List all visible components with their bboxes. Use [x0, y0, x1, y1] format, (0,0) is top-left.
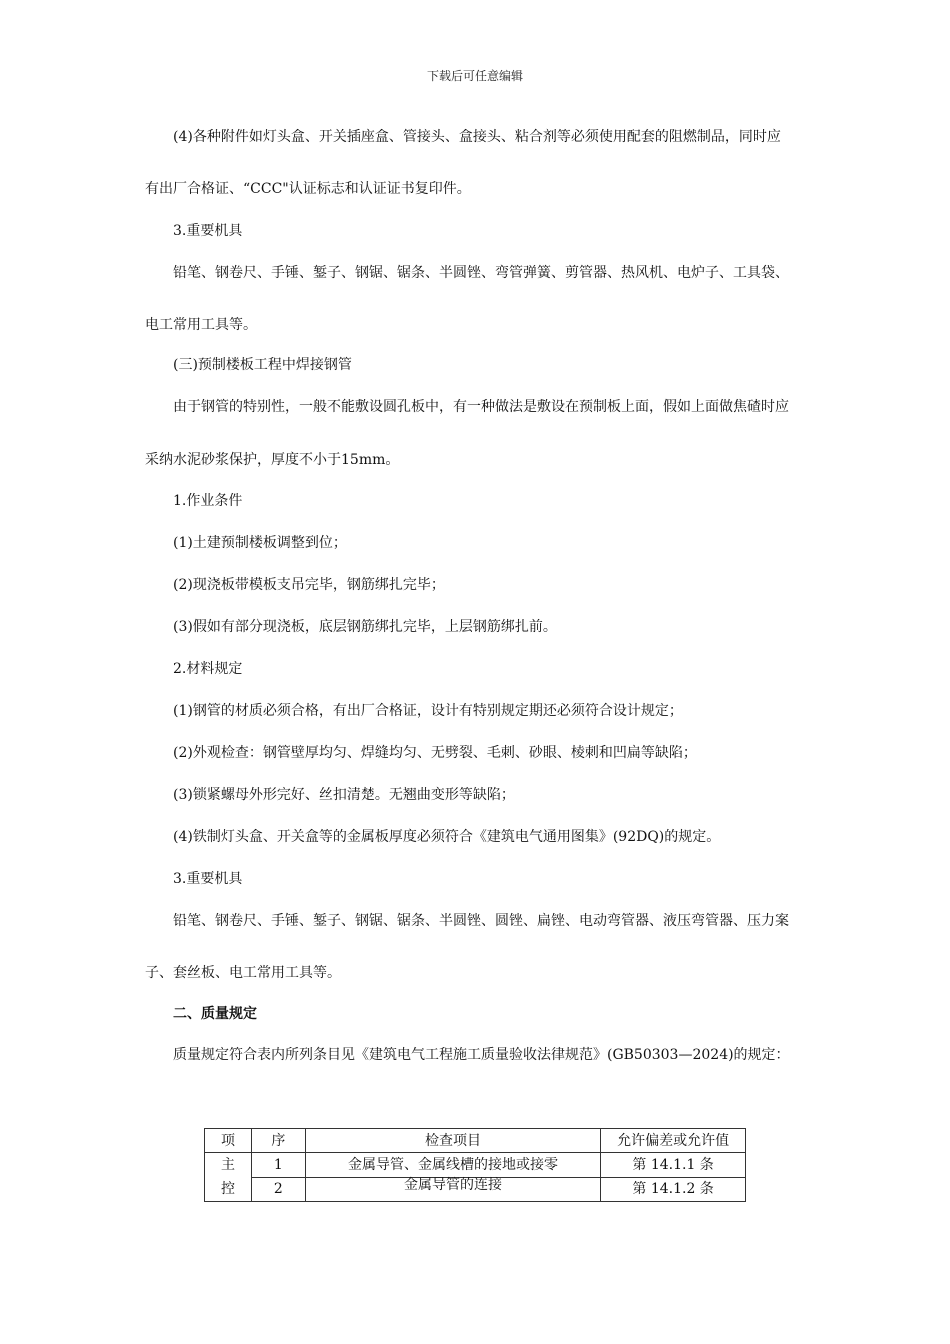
heading: (三)预制楼板工程中焊接钢管	[173, 357, 352, 373]
table-cell: 1	[251, 1153, 305, 1178]
table-cell: 第 14.1.1 条	[601, 1153, 746, 1178]
paragraph: 采纳水泥砂浆保护，厚度不小于15mm。	[145, 452, 400, 468]
paragraph: (2)现浇板带模板支吊完毕，钢筋绑扎完毕；	[173, 577, 445, 593]
paragraph: (4)各种附件如灯头盒、开关插座盒、管接头、盒接头、粘合剂等必须使用配套的阻燃制品，同时应	[173, 129, 781, 145]
heading: 2.材料规定	[173, 661, 243, 677]
table-row	[205, 1177, 746, 1202]
page-header: 下载后可任意编辑	[426, 69, 523, 83]
group-cell	[205, 1153, 252, 1202]
table-header-cell: 序	[251, 1129, 305, 1153]
paragraph: 铅笔、钢卷尺、手锤、錾子、钢锯、锯条、半圆锉、弯管弹簧、剪管器、热风机、电炉子、工具袋、	[173, 265, 789, 281]
table-row	[205, 1153, 746, 1178]
paragraph: 铅笔、钢卷尺、手锤、錾子、钢锯、锯条、半圆锉、圆锉、扁锉、电动弯管器、液压弯管器、压力案	[173, 913, 789, 929]
table-cell: 2	[251, 1177, 305, 1202]
heading: 3.重要机具	[173, 223, 243, 239]
table-header-cell: 允许偏差或允许值	[601, 1129, 746, 1153]
paragraph: 质量规定符合表内所列条目见《建筑电气工程施工质量验收法律规范》(GB50303—2024)的规定：	[173, 1047, 790, 1063]
paragraph: 有出厂合格证、“CCC"认证标志和认证证书复印件。	[145, 181, 471, 197]
paragraph: (1)土建预制楼板调整到位；	[173, 535, 347, 551]
paragraph: (4)铁制灯头盒、开关盒等的金属板厚度必须符合《建筑电气通用图集》(92DQ)的规定。	[173, 829, 721, 845]
table-header-row	[205, 1129, 746, 1153]
table-header-cell: 检查项目	[305, 1129, 600, 1153]
table-cell: 金属导管、金属线槽的接地或接零	[305, 1153, 600, 1178]
table-cell: 金属导管的连接	[305, 1177, 600, 1202]
paragraph: (3)假如有部分现浇板，底层钢筋绑扎完毕，上层钢筋绑扎前。	[173, 619, 557, 635]
quality-table	[204, 1128, 746, 1202]
group-label: 主	[220, 1157, 235, 1173]
section-heading: 二、质量规定	[173, 1006, 257, 1022]
table-cell: 第 14.1.2 条	[601, 1177, 746, 1202]
group-label: 控	[220, 1181, 235, 1197]
paragraph: (3)锁紧螺母外形完好、丝扣清楚。无翘曲变形等缺陷；	[173, 787, 515, 803]
paragraph: 子、套丝板、电工常用工具等。	[145, 965, 341, 981]
heading: 1.作业条件	[173, 493, 243, 509]
paragraph: (1)钢管的材质必须合格，有出厂合格证，设计有特别规定期还必须符合设计规定；	[173, 703, 683, 719]
paragraph: 电工常用工具等。	[145, 317, 257, 333]
paragraph: (2)外观检查：钢管壁厚均匀、焊缝均匀、无劈裂、毛刺、砂眼、棱刺和凹扁等缺陷；	[173, 745, 697, 761]
paragraph: 由于钢管的特别性，一般不能敷设圆孔板中，有一种做法是敷设在预制板上面，假如上面做焦碴时应	[173, 399, 789, 415]
heading: 3.重要机具	[173, 871, 243, 887]
table-header-cell: 项	[205, 1129, 252, 1153]
